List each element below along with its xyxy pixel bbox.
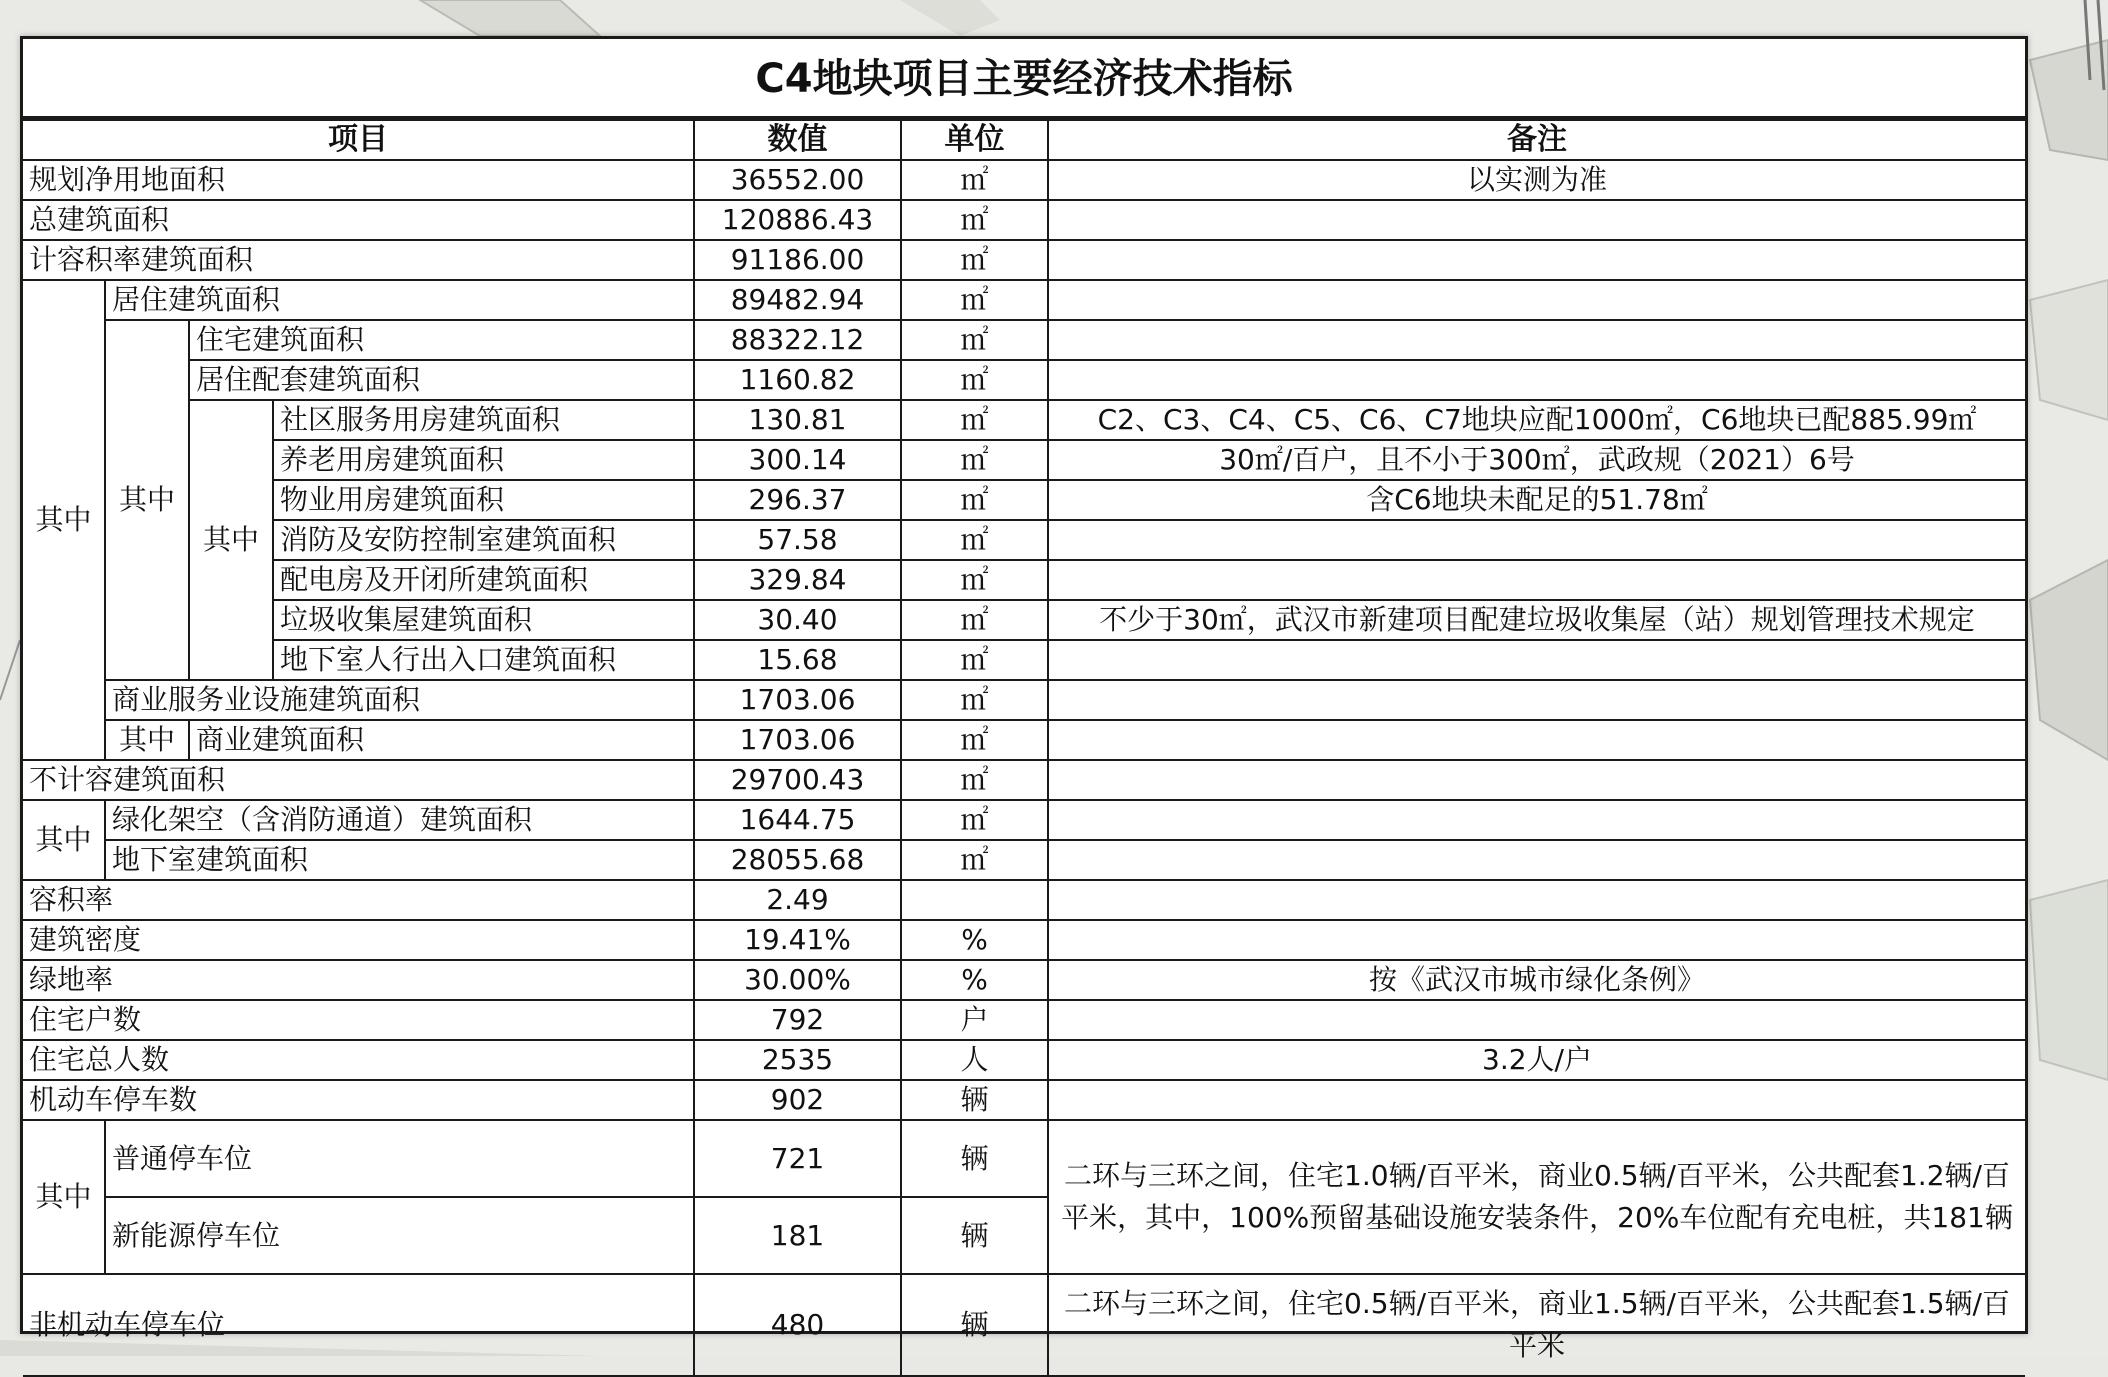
group-label-far: 其中 [23, 280, 105, 760]
table-row [23, 880, 2025, 920]
row-label: 养老用房建筑面积 [273, 440, 694, 480]
row-value: 120886.43 [694, 200, 901, 240]
row-value: 1160.82 [694, 360, 901, 400]
table-row [23, 1000, 2025, 1040]
row-value: 130.81 [694, 400, 901, 440]
table-row [23, 520, 2025, 560]
header-item: 项目 [23, 120, 694, 160]
row-value: 30.00% [694, 960, 901, 1000]
table-row [23, 640, 2025, 680]
row-unit: ㎡ [901, 400, 1048, 440]
table-row [23, 1274, 2025, 1376]
table-row [23, 320, 2025, 360]
row-value: 480 [694, 1274, 901, 1376]
group-label-support: 其中 [189, 400, 273, 680]
row-label: 非机动车停车位 [23, 1274, 694, 1376]
row-unit: ㎡ [901, 760, 1048, 800]
row-value: 89482.94 [694, 280, 901, 320]
row-note [1048, 840, 2025, 880]
row-note [1048, 720, 2025, 760]
table-row [23, 280, 2025, 320]
row-value: 57.58 [694, 520, 901, 560]
table-row [23, 920, 2025, 960]
row-unit: ㎡ [901, 600, 1048, 640]
row-value: 29700.43 [694, 760, 901, 800]
row-label: 居住配套建筑面积 [189, 360, 694, 400]
row-value: 792 [694, 1000, 901, 1040]
row-unit: ㎡ [901, 320, 1048, 360]
row-unit: 辆 [901, 1120, 1048, 1197]
row-value: 1703.06 [694, 720, 901, 760]
row-note [1048, 1080, 2025, 1120]
row-unit: ㎡ [901, 360, 1048, 400]
row-unit: ㎡ [901, 440, 1048, 480]
row-unit: 人 [901, 1040, 1048, 1080]
header-row [23, 120, 2025, 160]
row-note: 30㎡/百户，且不小于300㎡，武政规（2021）6号 [1048, 440, 2025, 480]
header-note: 备注 [1048, 120, 2025, 160]
parking-note: 二环与三环之间，住宅1.0辆/百平米，商业0.5辆/百平米，公共配套1.2辆/百平米，其中，100%预留基础设施安装条件，20%车位配有充电桩，共181辆 [1048, 1120, 2025, 1274]
row-label: 机动车停车数 [23, 1080, 694, 1120]
row-label: 绿化架空（含消防通道）建筑面积 [105, 800, 694, 840]
row-label: 总建筑面积 [23, 200, 694, 240]
row-label: 配电房及开闭所建筑面积 [273, 560, 694, 600]
row-unit: ㎡ [901, 640, 1048, 680]
table-row [23, 680, 2025, 720]
row-note: 含C6地块未配足的51.78㎡ [1048, 480, 2025, 520]
row-note: 3.2人/户 [1048, 1040, 2025, 1080]
row-note [1048, 520, 2025, 560]
row-unit: ㎡ [901, 840, 1048, 880]
row-unit: ㎡ [901, 480, 1048, 520]
table-row [23, 240, 2025, 280]
row-note [1048, 560, 2025, 600]
sheet-title: C4地块项目主要经济技术指标 [23, 39, 2025, 119]
table-row [23, 480, 2025, 520]
row-label: 社区服务用房建筑面积 [273, 400, 694, 440]
group-label-parking: 其中 [23, 1120, 105, 1274]
row-note: 不少于30㎡，武汉市新建项目配建垃圾收集屋（站）规划管理技术规定 [1048, 600, 2025, 640]
row-value: 36552.00 [694, 160, 901, 200]
table-row [23, 800, 2025, 840]
row-value: 329.84 [694, 560, 901, 600]
row-value: 300.14 [694, 440, 901, 480]
row-value: 1703.06 [694, 680, 901, 720]
row-label: 地下室人行出入口建筑面积 [273, 640, 694, 680]
row-note [1048, 640, 2025, 680]
row-value: 28055.68 [694, 840, 901, 880]
row-note [1048, 200, 2025, 240]
group-label-commercial: 其中 [105, 720, 189, 760]
row-label: 绿地率 [23, 960, 694, 1000]
table-row [23, 400, 2025, 440]
row-label: 住宅总人数 [23, 1040, 694, 1080]
row-label: 垃圾收集屋建筑面积 [273, 600, 694, 640]
row-label: 物业用房建筑面积 [273, 480, 694, 520]
row-label: 规划净用地面积 [23, 160, 694, 200]
row-label: 容积率 [23, 880, 694, 920]
row-note: C2、C3、C4、C5、C6、C7地块应配1000㎡，C6地块已配885.99㎡ [1048, 400, 2025, 440]
indicator-table [23, 119, 2025, 1377]
row-label: 建筑密度 [23, 920, 694, 960]
row-label: 住宅建筑面积 [189, 320, 694, 360]
row-value: 19.41% [694, 920, 901, 960]
row-value: 30.40 [694, 600, 901, 640]
row-unit: 辆 [901, 1274, 1048, 1376]
row-value: 91186.00 [694, 240, 901, 280]
table-row [23, 360, 2025, 400]
table-row [23, 760, 2025, 800]
row-note [1048, 1000, 2025, 1040]
group-label-non-far: 其中 [23, 800, 105, 880]
row-note [1048, 800, 2025, 840]
table-row [23, 440, 2025, 480]
row-unit: % [901, 960, 1048, 1000]
row-label: 计容积率建筑面积 [23, 240, 694, 280]
row-unit: ㎡ [901, 280, 1048, 320]
row-value: 721 [694, 1120, 901, 1197]
row-note: 二环与三环之间，住宅0.5辆/百平米，商业1.5辆/百平米，公共配套1.5辆/百平米 [1048, 1274, 2025, 1376]
row-note [1048, 760, 2025, 800]
row-note: 按《武汉市城市绿化条例》 [1048, 960, 2025, 1000]
row-label: 新能源停车位 [105, 1197, 694, 1274]
row-unit: ㎡ [901, 160, 1048, 200]
table-row [23, 1080, 2025, 1120]
row-note [1048, 880, 2025, 920]
row-unit: 户 [901, 1000, 1048, 1040]
row-unit: ㎡ [901, 800, 1048, 840]
row-unit: 辆 [901, 1197, 1048, 1274]
row-note [1048, 920, 2025, 960]
row-unit [901, 880, 1048, 920]
row-value: 296.37 [694, 480, 901, 520]
table-row [23, 1040, 2025, 1080]
row-note: 以实测为准 [1048, 160, 2025, 200]
row-value: 181 [694, 1197, 901, 1274]
row-label: 居住建筑面积 [105, 280, 694, 320]
row-unit: ㎡ [901, 520, 1048, 560]
row-value: 2535 [694, 1040, 901, 1080]
row-note [1048, 240, 2025, 280]
table-row [23, 160, 2025, 200]
row-unit: ㎡ [901, 720, 1048, 760]
table-row [23, 600, 2025, 640]
indicator-sheet [20, 36, 2028, 1362]
row-note [1048, 320, 2025, 360]
group-label-residential: 其中 [105, 320, 189, 680]
row-value: 1644.75 [694, 800, 901, 840]
row-unit: % [901, 920, 1048, 960]
row-label: 消防及安防控制室建筑面积 [273, 520, 694, 560]
row-note [1048, 680, 2025, 720]
table-row [23, 200, 2025, 240]
row-unit: ㎡ [901, 240, 1048, 280]
table-row [23, 1120, 2025, 1197]
table-row [23, 560, 2025, 600]
header-value: 数值 [694, 120, 901, 160]
row-label: 商业建筑面积 [189, 720, 694, 760]
row-label: 地下室建筑面积 [105, 840, 694, 880]
row-label: 不计容建筑面积 [23, 760, 694, 800]
row-label: 普通停车位 [105, 1120, 694, 1197]
row-value: 88322.12 [694, 320, 901, 360]
row-value: 902 [694, 1080, 901, 1120]
row-label: 住宅户数 [23, 1000, 694, 1040]
row-note [1048, 280, 2025, 320]
row-unit: ㎡ [901, 200, 1048, 240]
row-unit: ㎡ [901, 680, 1048, 720]
table-row [23, 960, 2025, 1000]
row-unit: 辆 [901, 1080, 1048, 1120]
row-value: 15.68 [694, 640, 901, 680]
header-unit: 单位 [901, 120, 1048, 160]
table-row [23, 840, 2025, 880]
row-unit: ㎡ [901, 560, 1048, 600]
row-label: 商业服务业设施建筑面积 [105, 680, 694, 720]
table-row [23, 720, 2025, 760]
row-value: 2.49 [694, 880, 901, 920]
row-note [1048, 360, 2025, 400]
